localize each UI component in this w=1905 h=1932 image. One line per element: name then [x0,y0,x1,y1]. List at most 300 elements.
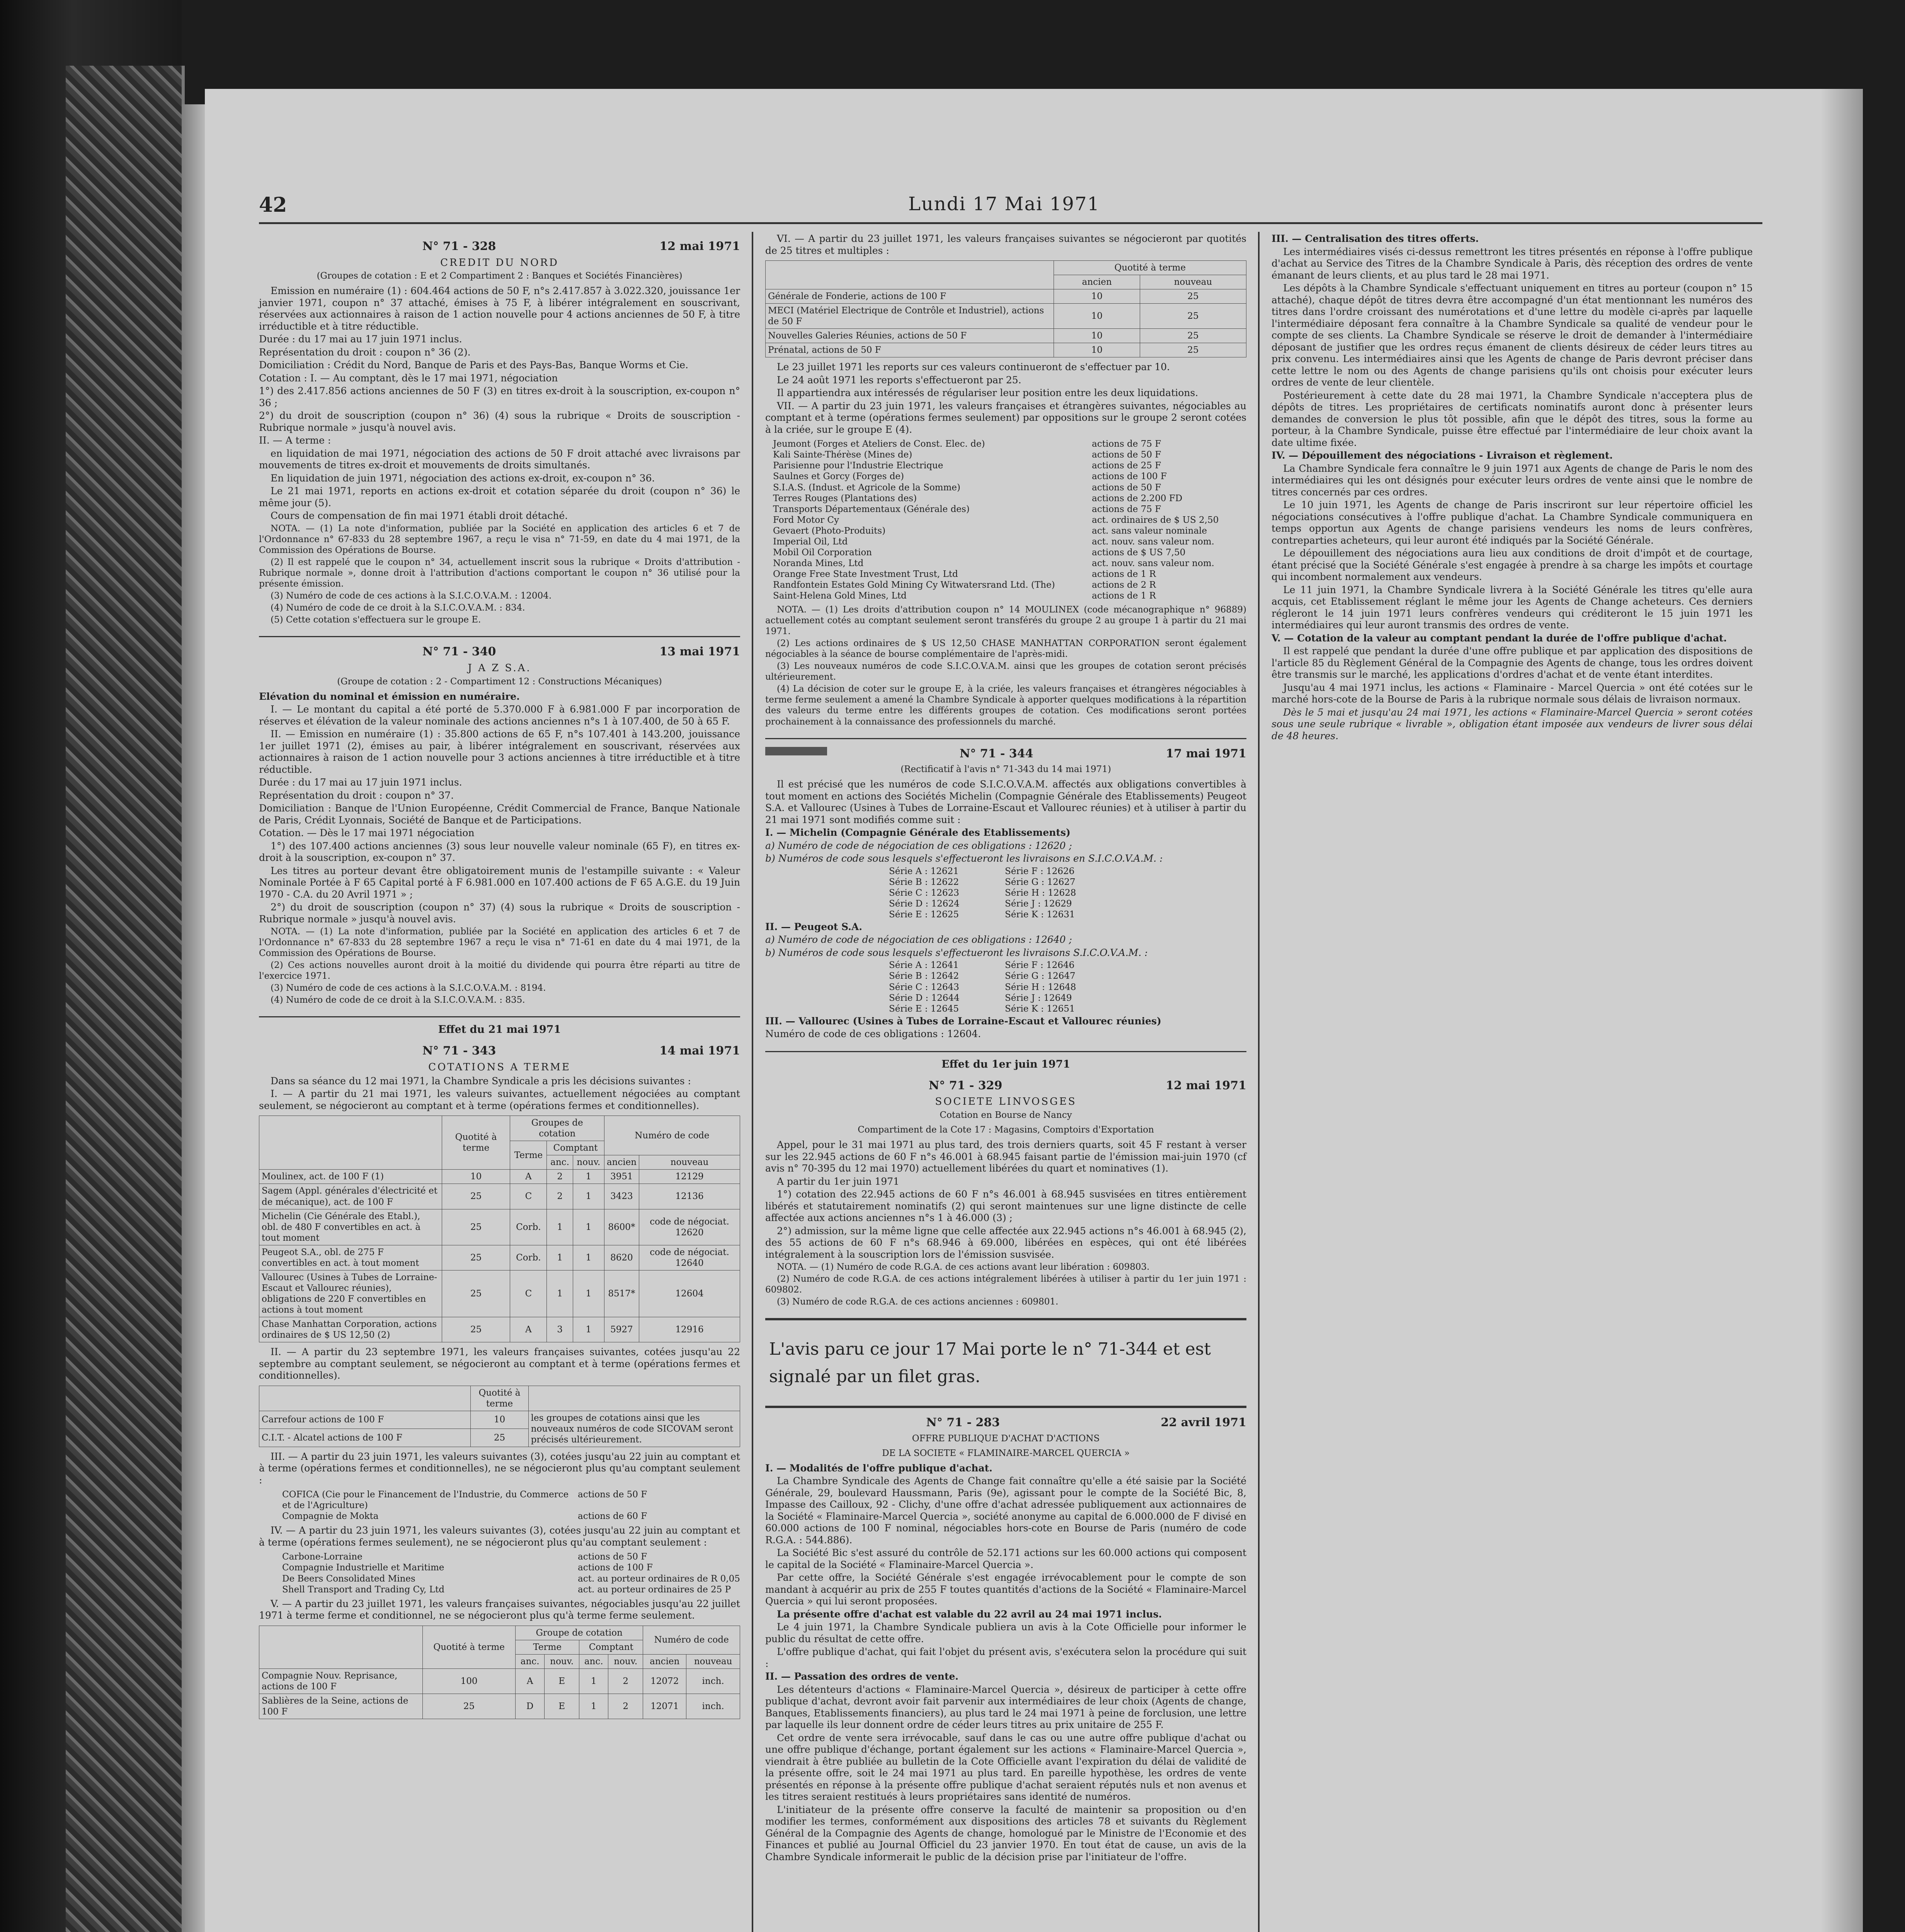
cell: Carrefour actions de 100 F [259,1411,471,1429]
paragraph: Numéro de code de ces obligations : 12604. [765,1028,981,1040]
cotations-table-3 [259,1626,740,1719]
nota: NOTA. — (1) La note d'information, publiée par la Société en application des articles 6 et 7 de l'Ordonnance n° 67-833 du 28 septembre 1967, a reçu le visa n° 71-59, en date du 4 mai 1971, de la Commission des Opérations de Bourse. [259,523,740,555]
separator [765,738,1246,739]
notice-id: N° 71 - 283 [926,1415,1000,1429]
table-header: Terme [510,1141,547,1170]
list-item: actions de 50 F [578,1552,647,1562]
company-name: COTATIONS A TERME [428,1061,571,1073]
cell: 3423 [604,1184,639,1209]
cell: 25 [422,1694,515,1719]
cell: 2 [608,1668,643,1694]
notice-date: 12 mai 1971 [1166,1078,1246,1092]
column-1 [259,232,740,1723]
notice-date: 14 mai 1971 [659,1044,740,1058]
list-item: Kali Sainte-Thérèse (Mines de) [773,450,912,460]
list-item: actions de 100 F [578,1563,653,1573]
notice-343-header [259,1044,740,1058]
paragraph: 1°) des 107.400 actions anciennes (3) sous leur nouvelle valeur nominale (65 F), en titres ex-droit à la souscription, ex-coupon n° 37. [259,840,740,864]
list-item: De Beers Consolidated Mines [282,1573,415,1584]
footnote: (5) Cette cotation s'effectuera sur le groupe E. [271,615,481,625]
table-header: Comptant [579,1640,643,1654]
cell: 25 [442,1184,510,1209]
table-row [259,1209,740,1245]
section-title: V. — Cotation de la valeur au comptant pendant la durée de l'offre publique d'achat. [1272,632,1727,644]
paragraph: Jusqu'au 4 mai 1971 inclus, les actions « Flaminaire - Marcel Quercia » ont été cotées sur le marché hors-cote de la Bourse de Paris à la rubrique normale sous délais de livraison normaux. [1272,682,1753,705]
cell: C.I.T. - Alcatel actions de 100 F [259,1429,471,1447]
page-stack-edge [182,104,205,1932]
list-item: actions de 50 F [578,1490,647,1500]
cell: 8600* [604,1209,639,1245]
list-item: Série H : 12628 [1005,888,1076,898]
cell: 1 [573,1184,604,1209]
separator [765,1318,1246,1320]
notice-id: N° 71 - 340 [422,645,496,659]
paragraph: Emission en numéraire (1) : 604.464 actions de 50 F, n°s 2.417.857 à 3.022.320, jouissance 1er janvier 1971, coupon n° 37 attaché, émises à 75 F, à libérer intégralement en souscrivant, réservées aux actionnaires à raison de 1 action nouvelle pour 4 actions anciennes de 50 F, à titre irréductible et à titre réductible. [259,285,740,332]
list-item: act. ordinaires de $ US 2,50 [1092,515,1219,525]
cell: Michelin (Cie Générale des Etabl.), obl. de 480 F convertibles en act. à tout moment [259,1209,442,1245]
cell: Corb. [510,1245,547,1270]
list-item: actions de 25 F [1092,461,1161,471]
notice-id: N° 71 - 344 [959,747,1033,760]
table-header: ancien [643,1654,686,1668]
paragraph: 1°) des 2.417.856 actions anciennes de 50 F (3) en titres ex-droit à la souscription, ex-coupon n° 36 ; [259,385,740,408]
list-item: act. sans valeur nominale [1092,526,1207,536]
footnote: (2) Ces actions nouvelles auront droit à la moitié du dividende qui pourra être réparti au titre de l'exercice 1971. [259,960,740,981]
cell: 1 [547,1270,573,1317]
paragraph: Le 23 juillet 1971 les reports sur ces valeurs continueront de s'effectuer par 10. [777,361,1170,373]
footnote: (3) Numéro de code R.G.A. de ces actions anciennes : 609801. [777,1297,1059,1307]
cell: 8517* [604,1270,639,1317]
paragraph: III. — A partir du 23 juin 1971, les valeurs suivantes (3), cotées jusqu'au 22 juin au comptant et à terme (opérations fermes et conditionnelles), ne se négocieront plus qu'au comptant seulement : [259,1451,741,1486]
cell: 12136 [639,1184,740,1209]
table-header-blank [259,1116,442,1170]
separator [765,1051,1246,1052]
notice-344-header [765,747,1246,761]
cell: Nouvelles Galeries Réunies, actions de 50 F [766,329,1054,343]
list-item: Saint-Helena Gold Mines, Ltd [773,590,907,601]
paragraph: Domiciliation : Crédit du Nord, Banque de Paris et des Pays-Bas, Banque Worms et Cie. [259,359,688,371]
section-title: I. — Modalités de l'offre publique d'achat. [765,1462,993,1474]
list-item: Mobil Oil Corporation [773,547,872,558]
list-item: actions de 60 F [578,1511,647,1522]
list-item: Compagnie de Mokta [282,1511,379,1522]
cell: 100 [422,1668,515,1694]
cell: 1 [573,1245,604,1270]
table-row [259,1270,740,1317]
section-title: IV. — Dépouillement des négociations - Livraison et règlement. [1272,450,1613,461]
section-title: I. — Michelin (Compagnie Générale des Etablissements) [765,827,1071,838]
list-item: Série J : 12649 [1005,993,1072,1003]
footnote: (4) Numéro de code de ce droit à la S.I.C.O.V.A.M. : 835. [271,995,525,1005]
table-header: anc. [516,1654,545,1668]
cell: 3951 [604,1170,639,1184]
paragraph: 2°) admission, sur la même ligne que celle affectée aux 22.945 actions n°s 46.001 à 68.945 (2), des 55 actions de 60 F n°s 68.946 à 69.000, libérées en espèces, qui ont été libérées intégralement à la souscription lors de l'émission susvisée. [765,1225,1246,1260]
paragraph: Les détenteurs d'actions « Flaminaire-Marcel Quercia », désireux de participer à cette offre publique d'achat, devront avoir fait parvenir aux intermédiaires de leur choix (Agents de change, Banques, Etablissements financiers), au plus tard le 24 mai 1971 à peine de forclusion, une lettre par laquelle ils leur donnent ordre de céder leurs titres au prix unitaire de 255 F. [765,1684,1246,1731]
list-item: actions de 2 R [1092,580,1156,590]
page-curl-shadow [1820,89,1863,1932]
cell: Corb. [510,1209,547,1245]
paragraph: Représentation du droit : coupon n° 37. [259,789,454,801]
separator [259,1016,740,1017]
paragraph: La présente offre d'achat est valable du 22 avril au 24 mai 1971 inclus. [777,1608,1162,1620]
list-item: Terres Rouges (Plantations des) [773,493,917,503]
footnote: (3) Les nouveaux numéros de code S.I.C.O.V.A.M. ainsi que les groupes de cotation seront précisés ultérieurement. [765,661,1246,682]
paragraph: en liquidation de mai 1971, négociation des actions de 50 F droit attaché avec livraisons par mouvements de titres ex-droit et mouvements de droits simultanés. [259,447,740,471]
cell: A [516,1668,545,1694]
list-item: Série C : 12643 [889,982,959,992]
table-header-blank [259,1386,471,1411]
paragraph: Cet ordre de vente sera irrévocable, sauf dans le cas ou une autre offre publique d'achat ou une offre publique d'échange, portant également sur les actions « Flaminaire-Marcel Quercia », viendrait à être publiée au bulletin de la Cote Officielle avant l'expiration du délai de validité de la présente offre, soit le 24 mai 1971 au plus tard. En pareille hypothèse, les ordres de vente présentés en réponse à la présente offre publique d'achat seraient réputés nuls et non avenus et les titres seraient restitués à leurs propriétaires sans identité de numéros. [765,1732,1246,1803]
table-header-blank [259,1626,423,1668]
cell: inch. [686,1668,740,1694]
column-3 [1272,232,1753,743]
effect-date-heading: Effet du 21 mai 1971 [438,1024,561,1036]
footnote: (2) Numéro de code R.G.A. de ces actions intégralement libérées à utiliser à partir du 1er juin 1971 : 609802. [765,1274,1246,1295]
cell: 12604 [639,1270,740,1317]
cell: A [510,1317,547,1342]
list-vii [773,439,1246,601]
list-item: actions de 100 F [1092,471,1167,482]
cell: les groupes de cotations ainsi que les nouveaux numéros de code SICOVAM seront précisés ultérieurement. [528,1411,740,1447]
paragraph: II. — Emission en numéraire (1) : 35.800 actions de 65 F, n°s 107.401 à 143.200, jouissance 1er juillet 1971 (2), émises au pair, à libérer intégralement en souscrivant, réservées aux actionnaires à raison de 1 action nouvelle pour 3 actions anciennes à titre irréductible et à titre réductible. [259,728,740,775]
separator [765,1406,1246,1408]
notice-328-header [259,240,740,254]
list-item: actions de 1 R [1092,569,1156,579]
paragraph: La Chambre Syndicale fera connaître le 9 juin 1971 aux Agents de change de Paris le nom des intermédiaires qui les ont désignés pour exécuter leurs ordres de vente ainsi que le nombre de titres concernés par ces ordres. [1272,463,1753,498]
footnote: (3) Numéro de code de ces actions à la S.I.C.O.V.A.M. : 12004. [271,591,552,601]
list-item: Compagnie Industrielle et Maritime [282,1563,444,1573]
cell: 12916 [639,1317,740,1342]
paragraph: Domiciliation : Banque de l'Union Européenne, Crédit Commercial de France, Banque Nationale de Paris, Crédit Lyonnais, Société de Banque et de Participations. [259,803,740,826]
cell: 10 [1054,289,1140,304]
table-header: Comptant [547,1141,604,1155]
cell: 25 [442,1317,510,1342]
table-row [259,1170,740,1184]
list-item: Orange Free State Investment Trust, Ltd [773,569,958,579]
cell: A [510,1170,547,1184]
paragraph: Appel, pour le 31 mai 1971 au plus tard, des trois derniers quarts, soit 45 F restant à verser sur les 22.945 actions de 60 F n°s 46.001 à 68.945 faisant partie de l'émission mai-juin 1970 (cf avis n° 70-395 du 12 mai 1970) actuellement libérées du quart et nominatives (1). [765,1139,1246,1174]
list-item: act. au porteur ordinaires de R 0,05 [578,1573,740,1584]
paragraph: a) Numéro de code de négociation de ces obligations : 12620 ; [765,840,1072,851]
book-spine [66,66,185,1932]
cell: 10 [1054,304,1140,329]
paragraph: b) Numéros de code sous lesquels s'effectueront les livraisons en S.I.C.O.V.A.M. : [765,853,1163,864]
table-header: Quotité à terme [422,1626,515,1668]
cell: 8620 [604,1245,639,1270]
table-header: nouveau [639,1155,740,1170]
cell: Générale de Fonderie, actions de 100 F [766,289,1054,304]
bold-rule-marker [765,747,827,755]
list-item: Série D : 12624 [889,898,960,909]
table-header: nouv. [545,1654,579,1668]
cell: 25 [442,1245,510,1270]
section-title: Elévation du nominal et émission en numéraire. [259,690,520,702]
cell: 25 [442,1270,510,1317]
paragraph: Cours de compensation de fin mai 1971 établi droit détaché. [271,510,568,522]
list-item: Série H : 12648 [1005,982,1076,992]
paragraph: Le 24 août 1971 les reports s'effectueront par 25. [777,374,1021,386]
table-header: Groupes de cotation [510,1116,604,1141]
cell: Peugeot S.A., obl. de 275 F convertibles en act. à tout moment [259,1245,442,1270]
list-item: Série J : 12629 [1005,898,1072,909]
list-item: Série F : 12646 [1005,960,1075,971]
list-item: Gevaert (Photo-Produits) [773,526,886,536]
company-name: J A Z S.A. [468,662,531,674]
table-header: Quotité à terme [442,1116,510,1170]
table-row [766,343,1246,357]
paragraph: Représentation du droit : coupon n° 36 (2). [259,346,471,358]
paragraph: Dès le 5 mai et jusqu'au 24 mai 1971, les actions « Flaminaire-Marcel Quercia » seront cotées sous une seule rubrique « livrable », obligation étant imposée aux vendeurs de livrer sous délai de 48 heures. [1272,706,1753,742]
notice-283-header [765,1416,1246,1430]
list-item: actions de 75 F [1092,439,1161,449]
group-line: (Groupes de cotation : E et 2 Compartiment 2 : Banques et Sociétés Financières) [317,271,683,281]
group-line: Compartiment de la Cote 17 : Magasins, Comptoirs d'Exportation [858,1124,1154,1135]
cell: 1 [573,1317,604,1342]
list-item: actions de 2.200 FD [1092,493,1183,503]
list-item: act. au porteur ordinaires de 25 P [578,1584,731,1595]
cell: 12129 [639,1170,740,1184]
section-title: III. — Vallourec (Usines à Tubes de Lorraine-Escaut et Vallourec réunies) [765,1015,1161,1027]
cell: MECI (Matériel Electrique de Contrôle et Industriel), actions de 50 F [766,304,1054,329]
table-row [259,1694,740,1719]
table-row [766,329,1246,343]
list-item: Série D : 12644 [889,993,960,1003]
list-item: actions de 75 F [1092,504,1161,514]
offer-heading: OFFRE PUBLIQUE D'ACHAT D'ACTIONS [912,1433,1100,1444]
notice-date: 13 mai 1971 [659,645,740,659]
footnote: (4) Numéro de code de ce droit à la S.I.C.O.V.A.M. : 834. [271,603,525,613]
paragraph: a) Numéro de code de négociation de ces obligations : 12640 ; [765,934,1072,946]
list-iii [282,1489,740,1522]
section-title: II. — Passation des ordres de vente. [765,1671,958,1682]
list-item: Noranda Mines, Ltd [773,558,864,568]
cell: 10 [1054,329,1140,343]
cell: 12071 [643,1694,686,1719]
group-line: Cotation en Bourse de Nancy [940,1110,1072,1120]
list-item: COFICA (Cie pour le Financement de l'Industrie, du Commerce et de l'Agriculture) [282,1490,569,1511]
list-item: Série F : 12626 [1005,866,1075,876]
list-item: Ford Motor Cy [773,515,839,525]
paragraph: Les dépôts à la Chambre Syndicale s'effectuant uniquement en titres au porteur (coupon n° 15 attaché), chaque dépôt de titres devra être accompagné d'un état mentionnant les numéros des titres dans l'ordre croissant des numérotations et d'une lettre du modèle ci-après par laquelle l'intermédiaire déposant fera connaître à la Chambre Syndicale sa qualité de vendeur pour le compte de ses clients. La Chambre Syndicale se réserve le droit de demander à l'intermédiaire déposant de justifier que les ordres reçus émanent de clients désireux de céder leurs titres au prix convenu. Les intermédiaires ainsi que les Agents de change de Paris devront préciser dans cette lettre le nom ou des Agents de change parisiens qu'ils ont choisis pour exécuter leurs ordres de vente de leur clientèle. [1272,282,1753,388]
list-item: actions de 50 F [1092,482,1161,493]
cell: 1 [573,1270,604,1317]
cell: 3 [547,1317,573,1342]
nota: NOTA. — (1) Numéro de code R.G.A. de ces actions avant leur libération : 609803. [777,1262,1150,1272]
list-item: Série C : 12623 [889,888,959,898]
cell: 12072 [643,1668,686,1694]
list-item: Série E : 12625 [889,909,959,920]
cell: code de négociat. 12620 [639,1209,740,1245]
cell: 25 [1140,343,1246,357]
cell: Compagnie Nouv. Reprisance, actions de 100 F [259,1668,423,1694]
paragraph: b) Numéros de code sous lesquels s'effectueront les livraisons S.I.C.O.V.A.M. : [765,947,1148,958]
nota: NOTA. — (1) Les droits d'attribution coupon n° 14 MOULINEX (code mécanographique n° 96889) actuellement cotés au comptant seulement seront transférés du groupe 2 au groupe 1 à partir du 21 mai 1971. [765,605,1246,637]
paragraph: L'initiateur de la présente offre conserve la faculté de maintenir sa proposition ou d'en modifier les termes, conformément aux dispositions des articles 78 et suivants du Règlement Général de la Compagnie des Agents de change, homologué par le Ministre de l'Economie et des Finances et publié au Journal Officiel du 23 janvier 1970. En tout état de cause, un avis de la Chambre Syndicale informerait le public de la décision prise par l'initiateur de l'offre. [765,1804,1246,1862]
cell: D [516,1694,545,1719]
paragraph: En liquidation de juin 1971, négociation des actions ex-droit, ex-coupon n° 36. [271,472,655,484]
table-row [259,1411,740,1429]
cell: inch. [686,1694,740,1719]
table-row [259,1245,740,1270]
list-item: S.I.A.S. (Indust. et Agricole de la Somme) [773,482,960,493]
list-item: actions de 1 R [1092,590,1156,601]
table-row [259,1184,740,1209]
cell: 1 [579,1694,608,1719]
effect-date-heading: Effet du 1er juin 1971 [941,1058,1071,1070]
paragraph: Par cette offre, la Société Générale s'est engagée irrévocablement pour le compte de son mandant à acquérir au prix de 255 F toutes quantités d'actions de la Société « Flaminaire-Marcel Quercia » qui lui seront proposées. [765,1572,1246,1607]
cell: 1 [573,1170,604,1184]
notice-id: N° 71 - 343 [422,1044,496,1058]
paragraph: Les intermédiaires visés ci-dessus remettront les titres présentés en réponse à l'offre publique d'achat au Service des Titres de la Chambre Syndicale à Paris, dès réception des ordres de vente émanant de leurs clients, et au plus tard le 28 mai 1971. [1272,246,1753,281]
notice-date: 12 mai 1971 [659,240,740,253]
paragraph: Le 21 mai 1971, reports en actions ex-droit et cotation séparée du droit (coupon n° 36) le même jour (5). [259,485,740,509]
footnote: (3) Numéro de code de ces actions à la S.I.C.O.V.A.M. : 8194. [271,983,546,993]
table-header: anc. [579,1654,608,1668]
cell: code de négociat. 12640 [639,1245,740,1270]
table-row [766,304,1246,329]
list-item: Transports Départementaux (Générale des) [773,504,970,514]
paragraph: Le 10 juin 1971, les Agents de change de Paris inscriront sur leur répertoire officiel les négociations consécutives à l'offre publique d'achat. La Chambre Syndicale communiquera en temps opportun aux Agents de change parisiens vendeurs les noms de leurs confrères, contreparties acheteurs, qui leur auront été indiqués par la Société Générale. [1272,499,1753,546]
section-title: II. — Peugeot S.A. [765,921,862,932]
cell: Vallourec (Usines à Tubes de Lorraine-Escaut et Vallourec réunies), obligations de 220 F convertibles en actions à tout moment [259,1270,442,1317]
paragraph: Le 11 juin 1971, la Chambre Syndicale livrera à la Société Générale les titres qu'elle aura acquis, cet Etablissement réglant le même jour les Agents de Change acheteurs. Ces derniers régleront le 14 juin 1971 leurs confrères vendeurs qui créditeront le 15 juin 1971 les intermédiaires qui leur auront transmis des ordres de vente. [1272,584,1753,631]
table-header: nouveau [686,1654,740,1668]
table-header: Numéro de code [643,1626,740,1654]
cell: Moulinex, act. de 100 F (1) [259,1170,442,1184]
cell: 2 [547,1184,573,1209]
list-item: Série E : 12645 [889,1003,959,1014]
cell: 1 [547,1209,573,1245]
table-header: nouveau [1140,275,1246,289]
column-2 [765,232,1246,1864]
list-item: Série G : 12647 [1005,971,1076,981]
paragraph: Dans sa séance du 12 mai 1971, la Chambre Syndicale a pris les décisions suivantes : [271,1075,691,1087]
nota: NOTA. — (1) La note d'information, publiée par la Société en application des articles 6 et 7 de l'Ordonnance n° 67-833 du 28 septembre 1967 a reçu le visa n° 71-61 en date du 4 mai 1971, de la Commission des Opérations de Bourse. [259,927,740,959]
cell: Sablières de la Seine, actions de 100 F [259,1694,423,1719]
list-item: act. nouv. sans valeur nom. [1092,536,1214,547]
company-name: SOCIETE LINVOSGES [935,1096,1077,1108]
table-row [259,1317,740,1342]
cell: 10 [1054,343,1140,357]
footnote: (4) La décision de coter sur le groupe E, à la criée, les valeurs françaises et étrangères négociables à terme ferme seulement a amené la Chambre Syndicale à apporter quelques modifications à la répartition des valeurs du terme entre les différents groupes de cotation. Ces modifications seront portées prochainement à la connaissance des professionnels du marché. [765,684,1246,727]
cell: Prénatal, actions de 50 F [766,343,1054,357]
table-header: Quotité à terme [471,1386,528,1411]
list-item: Saulnes et Gorcy (Forges de) [773,471,904,482]
paragraph: II. — A terme : [259,435,331,446]
notice-box: L'avis paru ce jour 17 Mai porte le n° 71-344 et est signalé par un filet gras. [769,1339,1211,1386]
page-number: 42 [259,193,287,217]
table-row [259,1668,740,1694]
list-item: Série K : 12651 [1005,1003,1075,1014]
table-header: ancien [1054,275,1140,289]
paragraph: Postérieurement à cette date du 28 mai 1971, la Chambre Syndicale n'acceptera plus de dépôts de titres. Les propriétaires de certificats nominatifs auront donc à présenter leurs demandes de conversion le plus tôt possible, afin que le dépôt des titres, sous la forme au porteur, à la Chambre Syndicale, puisse être effectué par l'intermédiaire de leur choix avant la date ultime fixée. [1272,389,1753,448]
list-item: Série A : 12641 [889,960,959,971]
paragraph: Durée : du 17 mai au 17 juin 1971 inclus. [259,333,462,345]
notice-date: 17 mai 1971 [1166,747,1246,760]
footnote: (2) Les actions ordinaires de $ US 12,50 CHASE MANHATTAN CORPORATION seront également négociables à la séance de bourse complémentaire de l'après-midi. [765,638,1246,660]
paragraph: V. — A partir du 23 juillet 1971, les valeurs françaises suivantes, négociables jusqu'au 22 juillet 1971 à terme ferme et conditionnel, ne se négocieront plus qu'à terme ferme seulement. [259,1598,740,1621]
table-header: anc. [547,1155,573,1170]
list-item: Imperial Oil, Ltd [773,536,848,547]
paragraph: Il est précisé que les numéros de code S.I.C.O.V.A.M. affectés aux obligations convertibles à tout moment en actions des Sociétés Michelin (Compagnie Générale des Etablissements) Peugeot S.A. et Vallourec (Usines à Tubes de Lorraine-Escaut et Vallourec réunies) et à utiliser à partir du 21 mai 1971 sont modifiés comme suit : [765,779,1246,825]
cell: 10 [471,1411,528,1429]
cell: 1 [547,1245,573,1270]
list-item: Carbone-Lorraine [282,1552,363,1562]
cell: 5927 [604,1317,639,1342]
list-iv [282,1551,740,1595]
table-header: nouv. [608,1654,643,1668]
cotations-table-2 [259,1386,740,1447]
cell: 1 [579,1668,608,1694]
paragraph: Durée : du 17 mai au 17 juin 1971 inclus. [259,777,462,788]
table-row [766,289,1246,304]
list-item: actions de 50 F [1092,450,1161,460]
newspaper-page [205,89,1863,1932]
cell: Chase Manhattan Corporation, actions ordinaires de $ US 12,50 (2) [259,1317,442,1342]
cell: E [545,1668,579,1694]
notice-date: 22 avril 1971 [1161,1415,1246,1429]
section-title: III. — Centralisation des titres offerts. [1272,233,1479,244]
list-item: actions de $ US 7,50 [1092,547,1186,558]
paragraph: A partir du 1er juin 1971 [777,1175,899,1187]
page-date: Lundi 17 Mai 1971 [908,193,1100,215]
list-item: Randfontein Estates Gold Mining Cy Witwatersrand Ltd. (The) [773,580,1055,590]
table-header: Terme [516,1640,579,1654]
notice-329-header [765,1079,1246,1093]
notice-id: N° 71 - 328 [422,240,496,253]
paragraph: 2°) du droit de souscription (coupon n° 37) (4) sous la rubrique « Droits de souscription - Rubrique normale » jusqu'à nouvel avis. [259,901,740,925]
cell: E [545,1694,579,1719]
offer-heading: DE LA SOCIETE « FLAMINAIRE-MARCEL QUERCIA » [882,1448,1130,1458]
cell: 25 [1140,329,1246,343]
paragraph: L'offre publique d'achat, qui fait l'objet du présent avis, s'exécutera selon la procédure qui suit : [765,1646,1246,1669]
cell: Sagem (Appl. générales d'électricité et de mécanique), act. de 100 F [259,1184,442,1209]
cell: 10 [442,1170,510,1184]
paragraph: La Société Bic s'est assuré du contrôle de 52.171 actions sur les 60.000 actions qui composent le capital de la Société « Flaminaire-Marcel Quercia ». [765,1547,1246,1570]
paragraph: VI. — A partir du 23 juillet 1971, les valeurs françaises suivantes se négocieront par quotités de 25 titres et multiples : [765,233,1246,256]
cotations-table-4 [765,260,1246,357]
table-header: nouv. [573,1155,604,1170]
paragraph: Le dépouillement des négociations aura lieu aux conditions de droit d'impôt et de courtage, étant précisé que la Société Générale s'est engagée à prendre à sa charge les impôts et courtage qui incombent normalement aux vendeurs. [1272,548,1753,582]
list-item: Série B : 12622 [889,877,959,887]
paragraph: Le 4 juin 1971, la Chambre Syndicale publiera un avis à la Cote Officielle pour informer le public du résultat de cette offre. [765,1621,1246,1645]
cell: 25 [1140,289,1246,304]
paragraph: Cotation : I. — Au comptant, dès le 17 mai 1971, négociation [259,372,558,384]
group-line: (Groupe de cotation : 2 - Compartiment 12 : Constructions Mécaniques) [337,676,662,687]
cell: 2 [608,1694,643,1719]
table-header: Quotité à terme [1054,261,1246,275]
paragraph: Cotation. — Dès le 17 mai 1971 négociation [259,827,475,839]
table-header: ancien [604,1155,639,1170]
notice-340-header [259,645,740,659]
table-header: Numéro de code [604,1116,740,1155]
table-header-blank [766,261,1054,289]
list-item: Série G : 12627 [1005,877,1076,887]
paragraph: Il appartiendra aux intéressés de régulariser leur position entre les deux liquidations. [777,387,1198,399]
cell: C [510,1270,547,1317]
list-item: Série B : 12642 [889,971,959,981]
paragraph: I. — A partir du 21 mai 1971, les valeurs suivantes, actuellement négociées au comptant seulement, se négocieront au comptant et à terme (opérations fermes et conditionnelles). [259,1088,740,1111]
paragraph: VII. — A partir du 23 juin 1971, les valeurs françaises et étrangères suivantes, négociables au comptant et à terme (opérations fermes seulement) par oppositions sur le groupe 2 seront cotées à la criée, sur le groupe E (4). [765,400,1246,435]
list-item: Parisienne pour l'Industrie Electrique [773,461,943,471]
paragraph: Il est rappelé que pendant la durée d'une offre publique et par application des dispositions de l'article 85 du Règlement Général de la Compagnie des Agents de change, tous les ordres doivent être transmis sur le marché, les applications d'ordres d'achat et de vente étant interdites. [1272,645,1753,680]
list-item: Jeumont (Forges et Ateliers de Const. Elec. de) [773,439,985,449]
paragraph: La Chambre Syndicale des Agents de Change fait connaître qu'elle a été saisie par la Société Générale, 29, boulevard Haussmann, Paris (9e), agissant pour le compte de la Société Bic, 8, Impasse des Cailloux, 92 - Clichy, d'une offre d'achat adressée publiquement aux actionnaires de la Société « Flaminaire-Marcel Quercia », société anonyme au capital de 6.000.000 de F divisé en 60.000 actions de 100 F nominal, négociables hors-cote en Bourse de Paris (numéro de code R.G.A. : 544.886). [765,1475,1246,1546]
cell: 25 [442,1209,510,1245]
table-header: Groupe de cotation [516,1626,643,1640]
paragraph: 1°) cotation des 22.945 actions de 60 F n°s 46.001 à 68.945 susvisées en titres entièrement libérés et statutairement nominatifs (2) qui seront maintenues sur une ligne distincte de celle affectée aux actions anciennes n°s 1 à 46.000 (3) ; [765,1189,1246,1223]
rectificatif-line: (Rectificatif à l'avis n° 71-343 du 14 mai 1971) [901,764,1111,775]
